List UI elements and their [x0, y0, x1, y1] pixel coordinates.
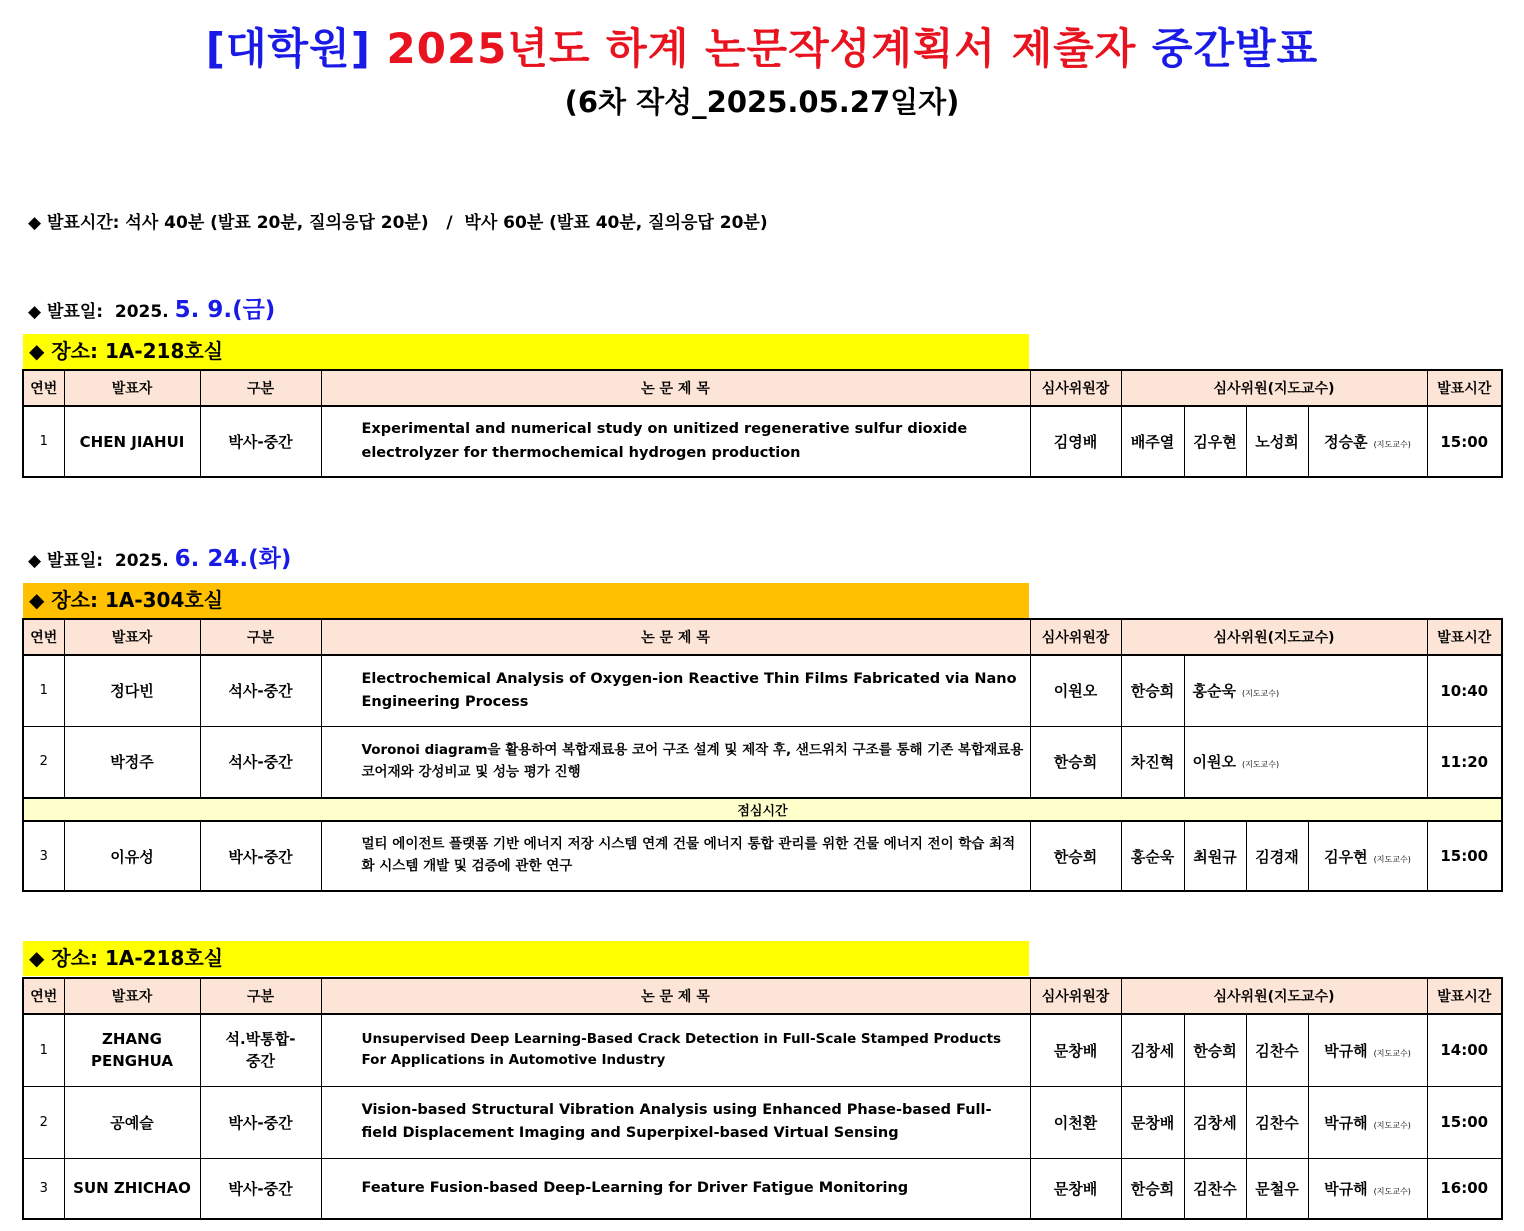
row-presenter: CHEN JIAHUI: [64, 406, 200, 477]
row-presenter: ZHANG PENGHUA: [64, 1014, 200, 1086]
row-presenter: 정다빈: [64, 655, 200, 726]
row-advisor: [1184, 726, 1427, 798]
row-type: 박사-중간: [200, 821, 321, 891]
row-advisor: [1308, 1158, 1427, 1219]
row-presenter: SUN ZHICHAO: [64, 1158, 200, 1219]
row-member: 김경재: [1246, 821, 1308, 891]
col-title: 논 문 제 목: [321, 978, 1030, 1014]
advisor-name: 김우현: [1324, 847, 1368, 866]
col-title: 논 문 제 목: [321, 619, 1030, 655]
row-time: 15:00: [1427, 821, 1502, 891]
row-member: 배주열: [1121, 406, 1184, 477]
advisor-name: 박규해: [1324, 1179, 1368, 1198]
lunch-break-label: 점심시간: [23, 798, 1502, 821]
row-member: 문철우: [1246, 1158, 1308, 1219]
row-presenter: 박정주: [64, 726, 200, 798]
row-member: 최원규: [1184, 821, 1246, 891]
row-member: 김창세: [1184, 1086, 1246, 1158]
row-member: 한승희: [1121, 655, 1184, 726]
row-type: 박사-중간: [200, 1086, 321, 1158]
table-header: [23, 370, 1502, 406]
date-value: 5. 9.(금): [174, 297, 276, 323]
table-row: [23, 406, 1502, 477]
col-chair: 심사위원장: [1030, 619, 1121, 655]
table-row: [23, 1086, 1502, 1158]
row-chair: 한승희: [1030, 821, 1121, 891]
table-header: [23, 619, 1502, 655]
row-advisor: [1184, 655, 1427, 726]
col-title: 논 문 제 목: [321, 370, 1030, 406]
room-banner: ◆ 장소: 1A-304호실: [23, 583, 1029, 618]
row-advisor: [1308, 1014, 1427, 1086]
date-label: ◆ 발표일: 2025.: [28, 551, 175, 571]
schedule-table: [22, 369, 1503, 478]
row-member: 홍순욱: [1121, 821, 1184, 891]
row-title: Electrochemical Analysis of Oxygen-ion Reactive Thin Films Fabricated via Nano Engineering Process: [321, 655, 1030, 726]
row-type: 석사-중간: [200, 726, 321, 798]
page-subtitle: (6차 작성_2025.05.27일자): [564, 85, 960, 119]
row-no: 3: [23, 821, 64, 891]
col-type: 구분: [200, 370, 321, 406]
row-member: 한승희: [1184, 1014, 1246, 1086]
date-value: 6. 24.(화): [174, 546, 292, 572]
col-time: 발표시간: [1427, 619, 1502, 655]
row-member: 노성희: [1246, 406, 1308, 477]
row-time: 10:40: [1427, 655, 1502, 726]
advisor-tag: (지도교수): [1373, 440, 1411, 449]
row-title: Unsupervised Deep Learning-Based Crack Detection in Full-Scale Stamped Products For Applications in Automotive Industry: [321, 1014, 1030, 1086]
row-time: 14:00: [1427, 1014, 1502, 1086]
row-presenter: 공예슬: [64, 1086, 200, 1158]
row-title: Voronoi diagram을 활용하여 복합재료용 코어 구조 설계 및 제작 후, 샌드위치 구조를 통해 기존 복합재료용 코어재와 강성비교 및 성능 평가 진행: [321, 726, 1030, 798]
row-member: 한승희: [1121, 1158, 1184, 1219]
row-type: 석사-중간: [200, 655, 321, 726]
col-no: 연번: [23, 619, 64, 655]
row-advisor: [1308, 1086, 1427, 1158]
col-no: 연번: [23, 978, 64, 1014]
row-no: 2: [23, 726, 64, 798]
col-presenter: 발표자: [64, 370, 200, 406]
col-chair: 심사위원장: [1030, 370, 1121, 406]
row-chair: 문창배: [1030, 1014, 1121, 1086]
row-advisor: [1308, 406, 1427, 477]
advisor-tag: (지도교수): [1241, 689, 1280, 699]
row-time: 16:00: [1427, 1158, 1502, 1219]
row-chair: 문창배: [1030, 1158, 1121, 1219]
row-time: 15:00: [1427, 1086, 1502, 1158]
row-advisor: [1308, 821, 1427, 891]
presentation-date-1: [28, 291, 275, 324]
date-label: ◆ 발표일: 2025.: [28, 302, 175, 322]
row-no: 2: [23, 1086, 64, 1158]
row-member: 김찬수: [1246, 1086, 1308, 1158]
table-row: [23, 821, 1502, 891]
row-no: 3: [23, 1158, 64, 1219]
title-prefix: [대학원]: [205, 24, 371, 73]
row-member: 김찬수: [1246, 1014, 1308, 1086]
row-no: 1: [23, 1014, 64, 1086]
col-members: 심사위원(지도교수): [1121, 978, 1427, 1014]
col-type: 구분: [200, 978, 321, 1014]
col-time: 발표시간: [1427, 370, 1502, 406]
advisor-tag: (지도교수): [1373, 1120, 1411, 1130]
row-chair: 김영배: [1030, 406, 1121, 477]
row-member: 김우현: [1184, 406, 1246, 477]
row-time: 15:00: [1427, 406, 1502, 477]
row-time: 11:20: [1427, 726, 1502, 798]
title-suffix: 중간발표: [1151, 24, 1319, 73]
row-type: 석.박통합-중간: [200, 1014, 321, 1086]
col-presenter: 발표자: [64, 978, 200, 1014]
row-member: 차진혁: [1121, 726, 1184, 798]
row-presenter: 이유성: [64, 821, 200, 891]
table-row: [23, 1158, 1502, 1219]
row-type: 박사-중간: [200, 1158, 321, 1219]
col-members: 심사위원(지도교수): [1121, 370, 1427, 406]
row-title: 멀티 에이전트 플랫폼 기반 에너지 저장 시스템 연계 건물 에너지 통합 관리를 위한 건물 에너지 전이 학습 최적화 시스템 개발 및 검증에 관한 연구: [321, 821, 1030, 891]
room-banner: ◆ 장소: 1A-218호실: [23, 334, 1029, 369]
col-no: 연번: [23, 370, 64, 406]
col-presenter: 발표자: [64, 619, 200, 655]
advisor-name: 정승훈: [1324, 433, 1368, 451]
advisor-name: 박규해: [1324, 1113, 1368, 1132]
table-row: [23, 726, 1502, 798]
advisor-tag: (지도교수): [1373, 854, 1411, 864]
row-chair: 이원오: [1030, 655, 1121, 726]
row-type: 박사-중간: [200, 406, 321, 477]
row-title: Feature Fusion-based Deep-Learning for Driver Fatigue Monitoring: [321, 1158, 1030, 1219]
row-member: 문창배: [1121, 1086, 1184, 1158]
row-member: 김창세: [1121, 1014, 1184, 1086]
lunch-break-row: [23, 798, 1502, 821]
row-title: Experimental and numerical study on unitized regenerative sulfur dioxide electrolyzer for thermochemical hydrogen production: [321, 406, 1030, 477]
advisor-tag: (지도교수): [1373, 1186, 1411, 1196]
row-member: 김찬수: [1184, 1158, 1246, 1219]
page-title: [0, 16, 1524, 76]
title-main: 2025년도 하계 논문작성계획서 제출자: [370, 24, 1152, 73]
advisor-tag: (지도교수): [1241, 760, 1280, 770]
presentation-date-2: [28, 540, 291, 573]
presentation-time-note: ◆ 발표시간: 석사 40분 (발표 20분, 질의응답 20분) / 박사 60분 (발표 40분, 질의응답 20분): [28, 213, 768, 233]
col-chair: 심사위원장: [1030, 978, 1121, 1014]
advisor-name: 이원오: [1192, 753, 1236, 772]
row-no: 1: [23, 406, 64, 477]
row-chair: 한승희: [1030, 726, 1121, 798]
schedule-table: [22, 977, 1503, 1220]
col-time: 발표시간: [1427, 978, 1502, 1014]
row-no: 1: [23, 655, 64, 726]
room-banner: ◆ 장소: 1A-218호실: [23, 941, 1029, 976]
col-members: 심사위원(지도교수): [1121, 619, 1427, 655]
row-chair: 이천환: [1030, 1086, 1121, 1158]
col-type: 구분: [200, 619, 321, 655]
advisor-tag: (지도교수): [1373, 1048, 1411, 1058]
table-header: [23, 978, 1502, 1014]
table-row: [23, 655, 1502, 726]
advisor-name: 홍순욱: [1192, 682, 1236, 701]
row-title: Vision-based Structural Vibration Analysis using Enhanced Phase-based Full-field Displacement Imaging and Superpixel-based Virtual Sensing: [321, 1086, 1030, 1158]
table-row: [23, 1014, 1502, 1086]
schedule-table: [22, 618, 1503, 892]
advisor-name: 박규해: [1324, 1041, 1368, 1060]
